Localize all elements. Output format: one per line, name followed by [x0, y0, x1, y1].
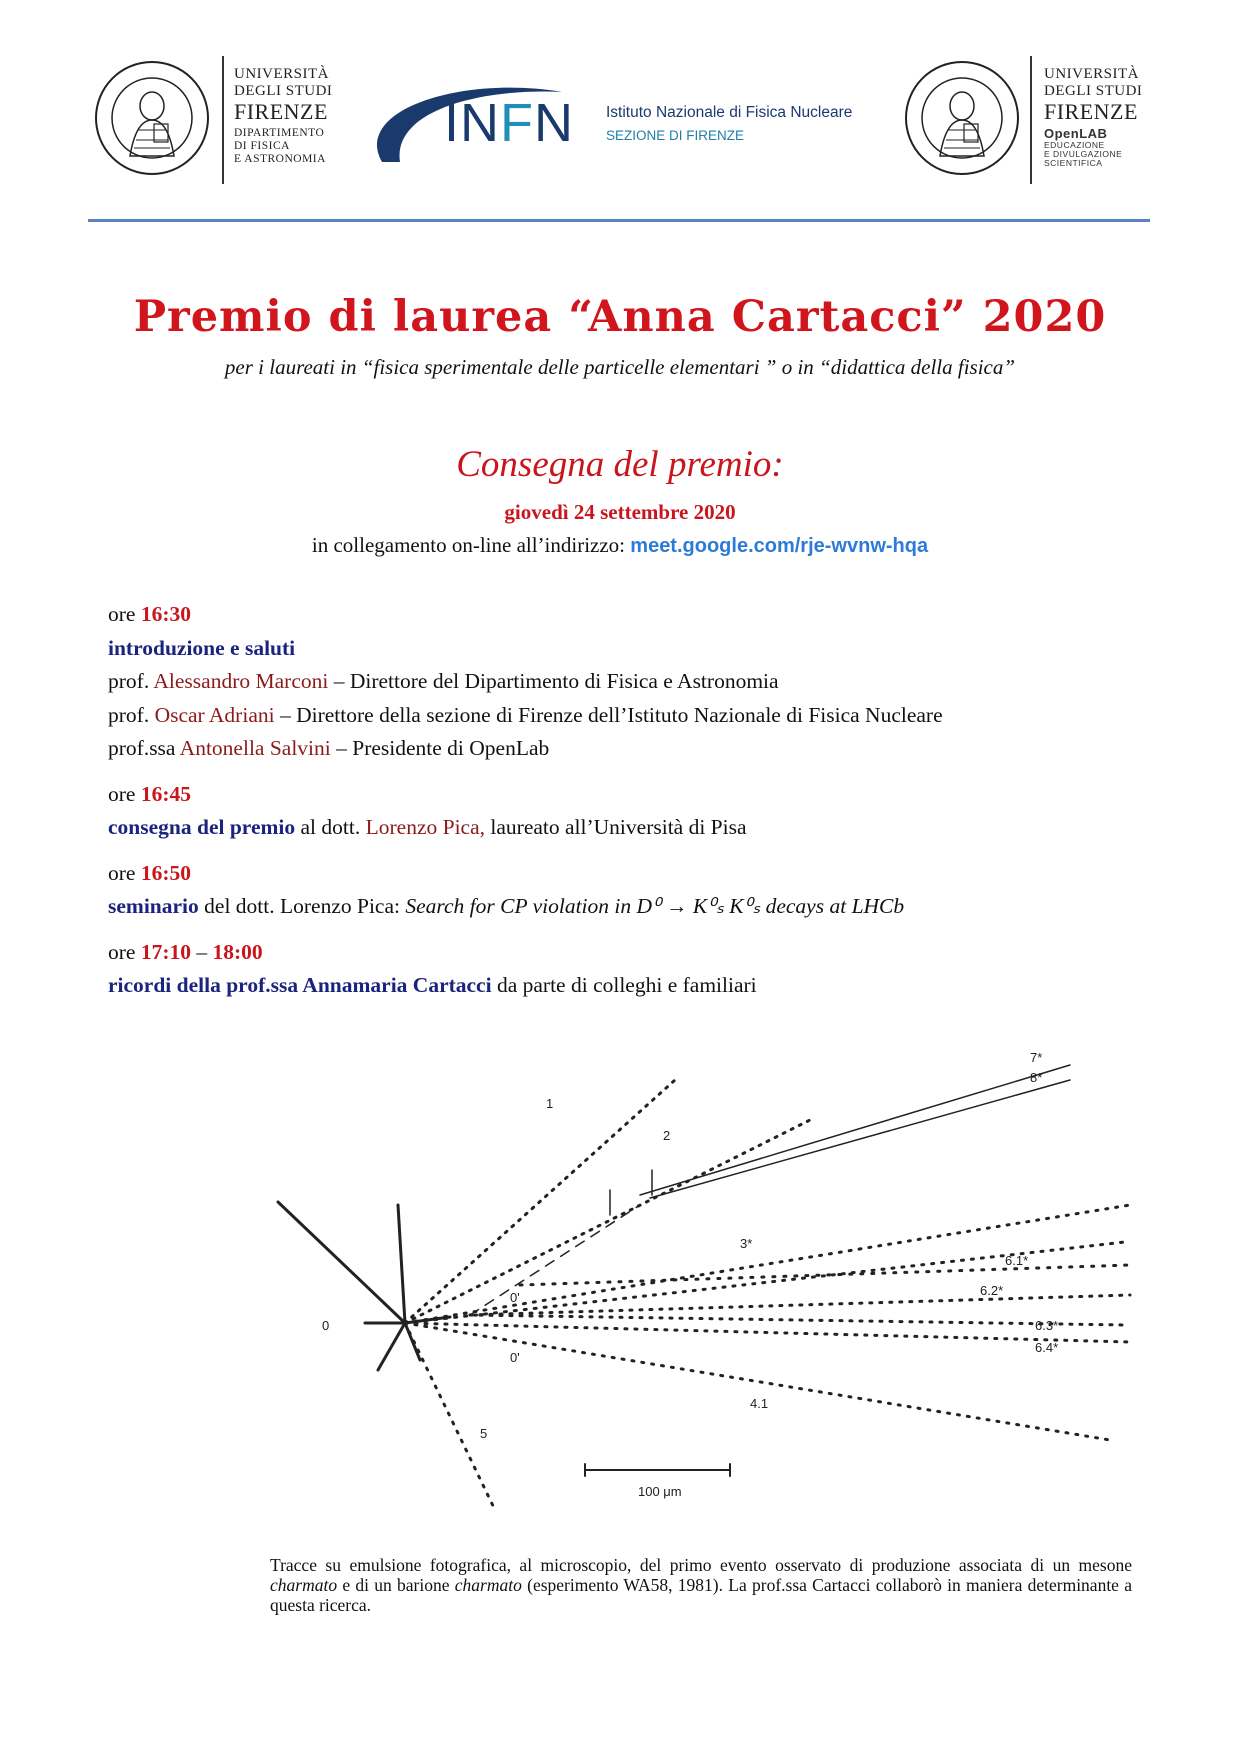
program-time-4: ore 17:10 – 18:00	[108, 939, 263, 964]
track-label: 5	[480, 1426, 488, 1441]
program-time-3: ore 16:50	[108, 860, 191, 885]
track-label: 7*	[1030, 1050, 1043, 1065]
infn-logo	[372, 70, 592, 180]
unifi-dept-1: DIPARTIMENTO	[234, 127, 325, 139]
program-heading-2: consegna del premio	[108, 815, 296, 839]
time-value: 16:50	[140, 860, 191, 885]
seminar-title: Search for CP violation in D⁰ → K⁰ₛ K⁰ₛ decays at LHCb	[405, 894, 905, 918]
logo-divider	[222, 56, 224, 184]
unifi-line-3: FIRENZE	[234, 99, 328, 124]
time-value: 16:30	[140, 602, 191, 626]
program-heading-3: seminario	[108, 894, 199, 918]
unifi-line-1: UNIVERSITÀ	[1044, 66, 1139, 82]
unifi-line-2: DEGLI STUDI	[234, 83, 333, 99]
university-seal-icon	[92, 58, 212, 178]
program-heading-1: introduzione e saluti	[108, 635, 296, 660]
online-prefix: in collegamento on-line all’indirizzo:	[311, 533, 631, 557]
speaker-name: Oscar Adriani	[154, 702, 275, 727]
figure-caption: Tracce su emulsione fotografica, al microscopio, del primo evento osservato di produzione associata di un mesone charmato e di un barione charmato (esperimento WA58, 1981). La prof.ssa Cartacci collaborò in maniera determinante a questa ricerca.	[270, 1555, 1132, 1615]
unifi-line-3: FIRENZE	[1044, 99, 1138, 124]
time-end-value: 18:00	[212, 939, 263, 964]
track-label: 6.4*	[1035, 1340, 1059, 1355]
meeting-link[interactable]: meet.google.com/rje-wvnw-hqa	[630, 535, 929, 557]
track-label: 0'	[510, 1290, 520, 1305]
logo-divider-right	[1030, 56, 1032, 184]
scale-label: 100 μm	[638, 1484, 682, 1499]
track-label: 3*	[740, 1236, 753, 1251]
program-heading-4: ricordi della prof.ssa Annamaria Cartacci	[108, 973, 492, 997]
track-label: 6.3*	[1035, 1318, 1059, 1333]
track-label: 0'	[510, 1350, 520, 1365]
program-time-1: ore 16:30	[108, 602, 191, 626]
program-time-2: ore 16:45	[108, 781, 191, 806]
university-seal-icon	[902, 58, 1022, 178]
track-label: 8*	[1030, 1070, 1043, 1085]
openlab-sub-3: SCIENTIFICA	[1044, 158, 1103, 168]
unifi-seal-right	[902, 58, 1022, 182]
program-line-3: seminario del dott. Lorenzo Pica: Search for CP violation in D⁰ → K⁰ₛ K⁰ₛ decays at LHCb	[108, 894, 905, 918]
openlab-sub-2: E DIVULGAZIONE	[1044, 149, 1123, 159]
page-title: Premio di laurea “Anna Cartacci” 2020	[133, 292, 1107, 342]
openlab-label: OpenLAB	[1044, 126, 1108, 141]
infn-section: SEZIONE DI FIRENZE	[606, 128, 745, 143]
unifi-wordmark-left	[234, 66, 332, 166]
awardee-name: Lorenzo Pica,	[365, 815, 486, 839]
program	[108, 598, 1168, 1003]
ceremony-date: giovedì 24 settembre 2020	[504, 500, 736, 524]
ceremony-heading: Consegna del premio:	[456, 444, 784, 485]
track-label: 2	[663, 1128, 671, 1143]
unifi-seal-left	[92, 58, 212, 182]
time-value: 17:10	[140, 939, 191, 964]
track-label: 6.2*	[980, 1283, 1004, 1298]
time-value: 16:45	[140, 781, 191, 806]
track-label: 1	[546, 1096, 554, 1111]
speaker-name: Alessandro Marconi	[153, 669, 329, 693]
program-line-4: ricordi della prof.ssa Annamaria Cartacci da parte di colleghi e familiari	[108, 973, 757, 997]
unifi-dept-3: E ASTRONOMIA	[234, 153, 326, 165]
openlab-sub-1: EDUCAZIONE	[1044, 140, 1105, 150]
emulsion-tracks-figure	[270, 1040, 1150, 1520]
unifi-wordmark-right	[1044, 66, 1142, 168]
page-subtitle: per i laureati in “fisica sperimentale delle particelle elementari ” o in “didattica della fisica”	[224, 355, 1016, 379]
track-label: 4.1	[750, 1396, 769, 1411]
online-line	[0, 533, 1240, 558]
speaker-name: Antonella Salvini	[179, 736, 331, 760]
header-rule	[88, 219, 1150, 222]
unifi-line-2: DEGLI STUDI	[1044, 83, 1143, 99]
speaker-row: prof. Oscar Adriani – Direttore della sezione di Firenze dell’Istituto Nazionale di Fisica Nucleare	[108, 702, 943, 727]
program-line-2: consegna del premio al dott. Lorenzo Pica, laureato all’Università di Pisa	[108, 815, 747, 839]
track-label: 0	[322, 1318, 330, 1333]
speaker-row: prof.ssa Antonella Salvini – Presidente di OpenLab	[108, 736, 550, 760]
unifi-line-1: UNIVERSITÀ	[234, 66, 329, 82]
unifi-dept-2: DI FISICA	[234, 140, 290, 152]
infn-acronym: INFN	[444, 93, 574, 153]
track-label: 6.1*	[1005, 1253, 1029, 1268]
infn-name: Istituto Nazionale di Fisica Nucleare	[606, 104, 853, 121]
speaker-row: prof. Alessandro Marconi – Direttore del Dipartimento di Fisica e Astronomia	[108, 669, 779, 693]
